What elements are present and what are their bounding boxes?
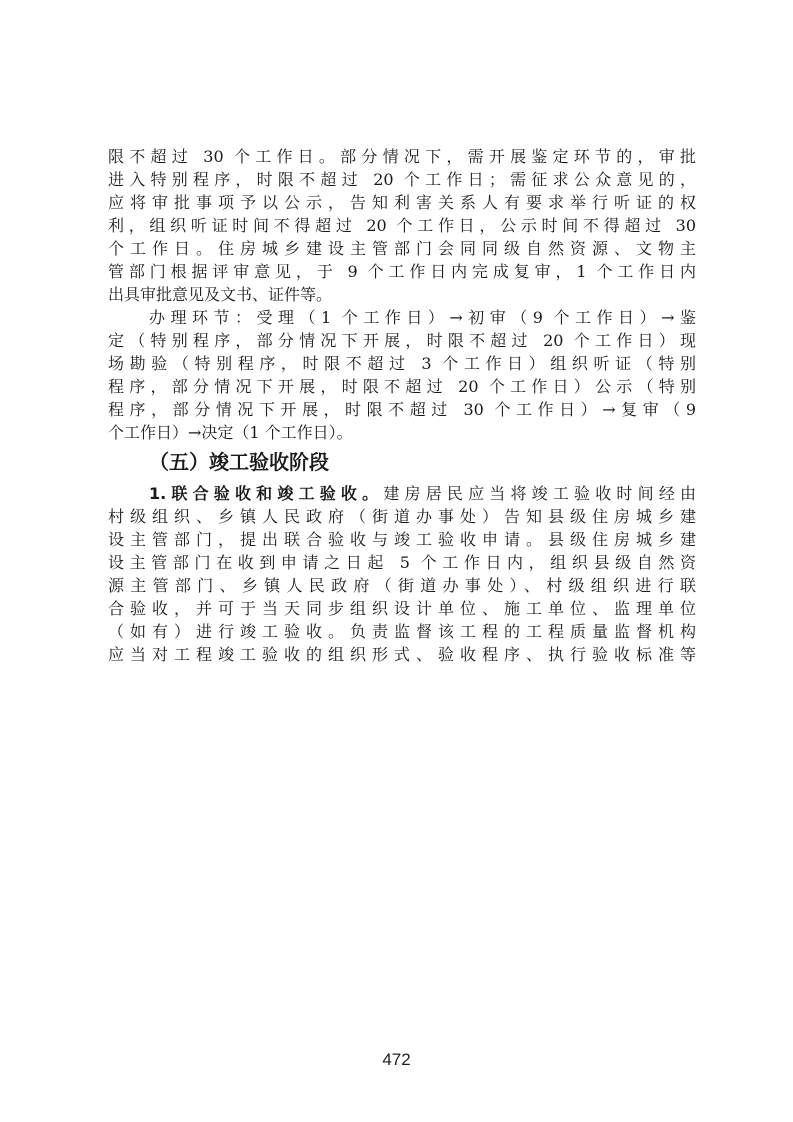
document-body	[108, 144, 696, 665]
text-line	[108, 481, 696, 504]
first-line-text: 建房居民应当将竣工验收时间经由	[383, 484, 696, 504]
paragraph-processing-steps	[108, 305, 696, 443]
text-line: 应当对工程竣工验收的组织形式、验收程序、执行验收标准等	[108, 645, 696, 665]
text-line: 办理环节：受理（1 个工作日）→初审（9 个工作日）→鉴	[149, 308, 696, 327]
text-line: 程序，部分情况下开展，时限不超过 30 个工作日）→复审（9	[108, 400, 696, 419]
text-line: （如有）进行竣工验收。负责监督该工程的工程质量监督机构	[108, 622, 696, 642]
text-line: 个工作日）→决定（1 个工作日）。	[108, 423, 353, 442]
bold-lead-title: 1.联合验收和竣工验收。	[149, 484, 384, 504]
paragraph-completion-acceptance	[108, 481, 696, 665]
text-line: 进入特别程序，时限不超过 20 个工作日；需征求公众意见的，	[108, 170, 696, 189]
text-line: 个工作日。住房城乡建设主管部门会同同级自然资源、文物主	[108, 239, 696, 258]
text-line: 定（特别程序，部分情况下开展，时限不超过 20 个工作日）现	[108, 331, 696, 350]
text-line: 合验收，并可于当天同步组织设计单位、施工单位、监理单位	[108, 599, 696, 619]
text-line: 程序，部分情况下开展，时限不超过 20 个工作日）公示（特别	[108, 377, 696, 396]
text-line: 出具审批意见及文书、证件等。	[108, 285, 333, 304]
text-line: 场勘验（特别程序，时限不超过 3 个工作日）组织听证（特别	[108, 354, 696, 373]
text-line: 限不超过 30 个工作日。部分情况下，需开展鉴定环节的，审批	[108, 147, 696, 166]
page-number: 472	[382, 1050, 411, 1069]
text-line: 管部门根据评审意见，于 9 个工作日内完成复审，1 个工作日内	[108, 262, 696, 281]
text-line: 应将审批事项予以公示，告知利害关系人有要求举行听证的权	[108, 193, 696, 212]
paragraph-approval-time-limits	[108, 144, 696, 305]
text-line: 设主管部门在收到申请之日起 5 个工作日内，组织县级自然资	[108, 553, 696, 573]
text-line: 村级组织、乡镇人民政府（街道办事处）告知县级住房城乡建	[108, 507, 696, 527]
text-line: 源主管部门、乡镇人民政府（街道办事处）、村级组织进行联	[108, 576, 696, 596]
text-line: 利，组织听证时间不得超过 20 个工作日，公示时间不得超过 30	[108, 216, 696, 235]
section-heading: （五）竣工验收阶段	[149, 450, 329, 474]
text-line: 设主管部门，提出联合验收与竣工验收申请。县级住房城乡建	[108, 530, 696, 550]
